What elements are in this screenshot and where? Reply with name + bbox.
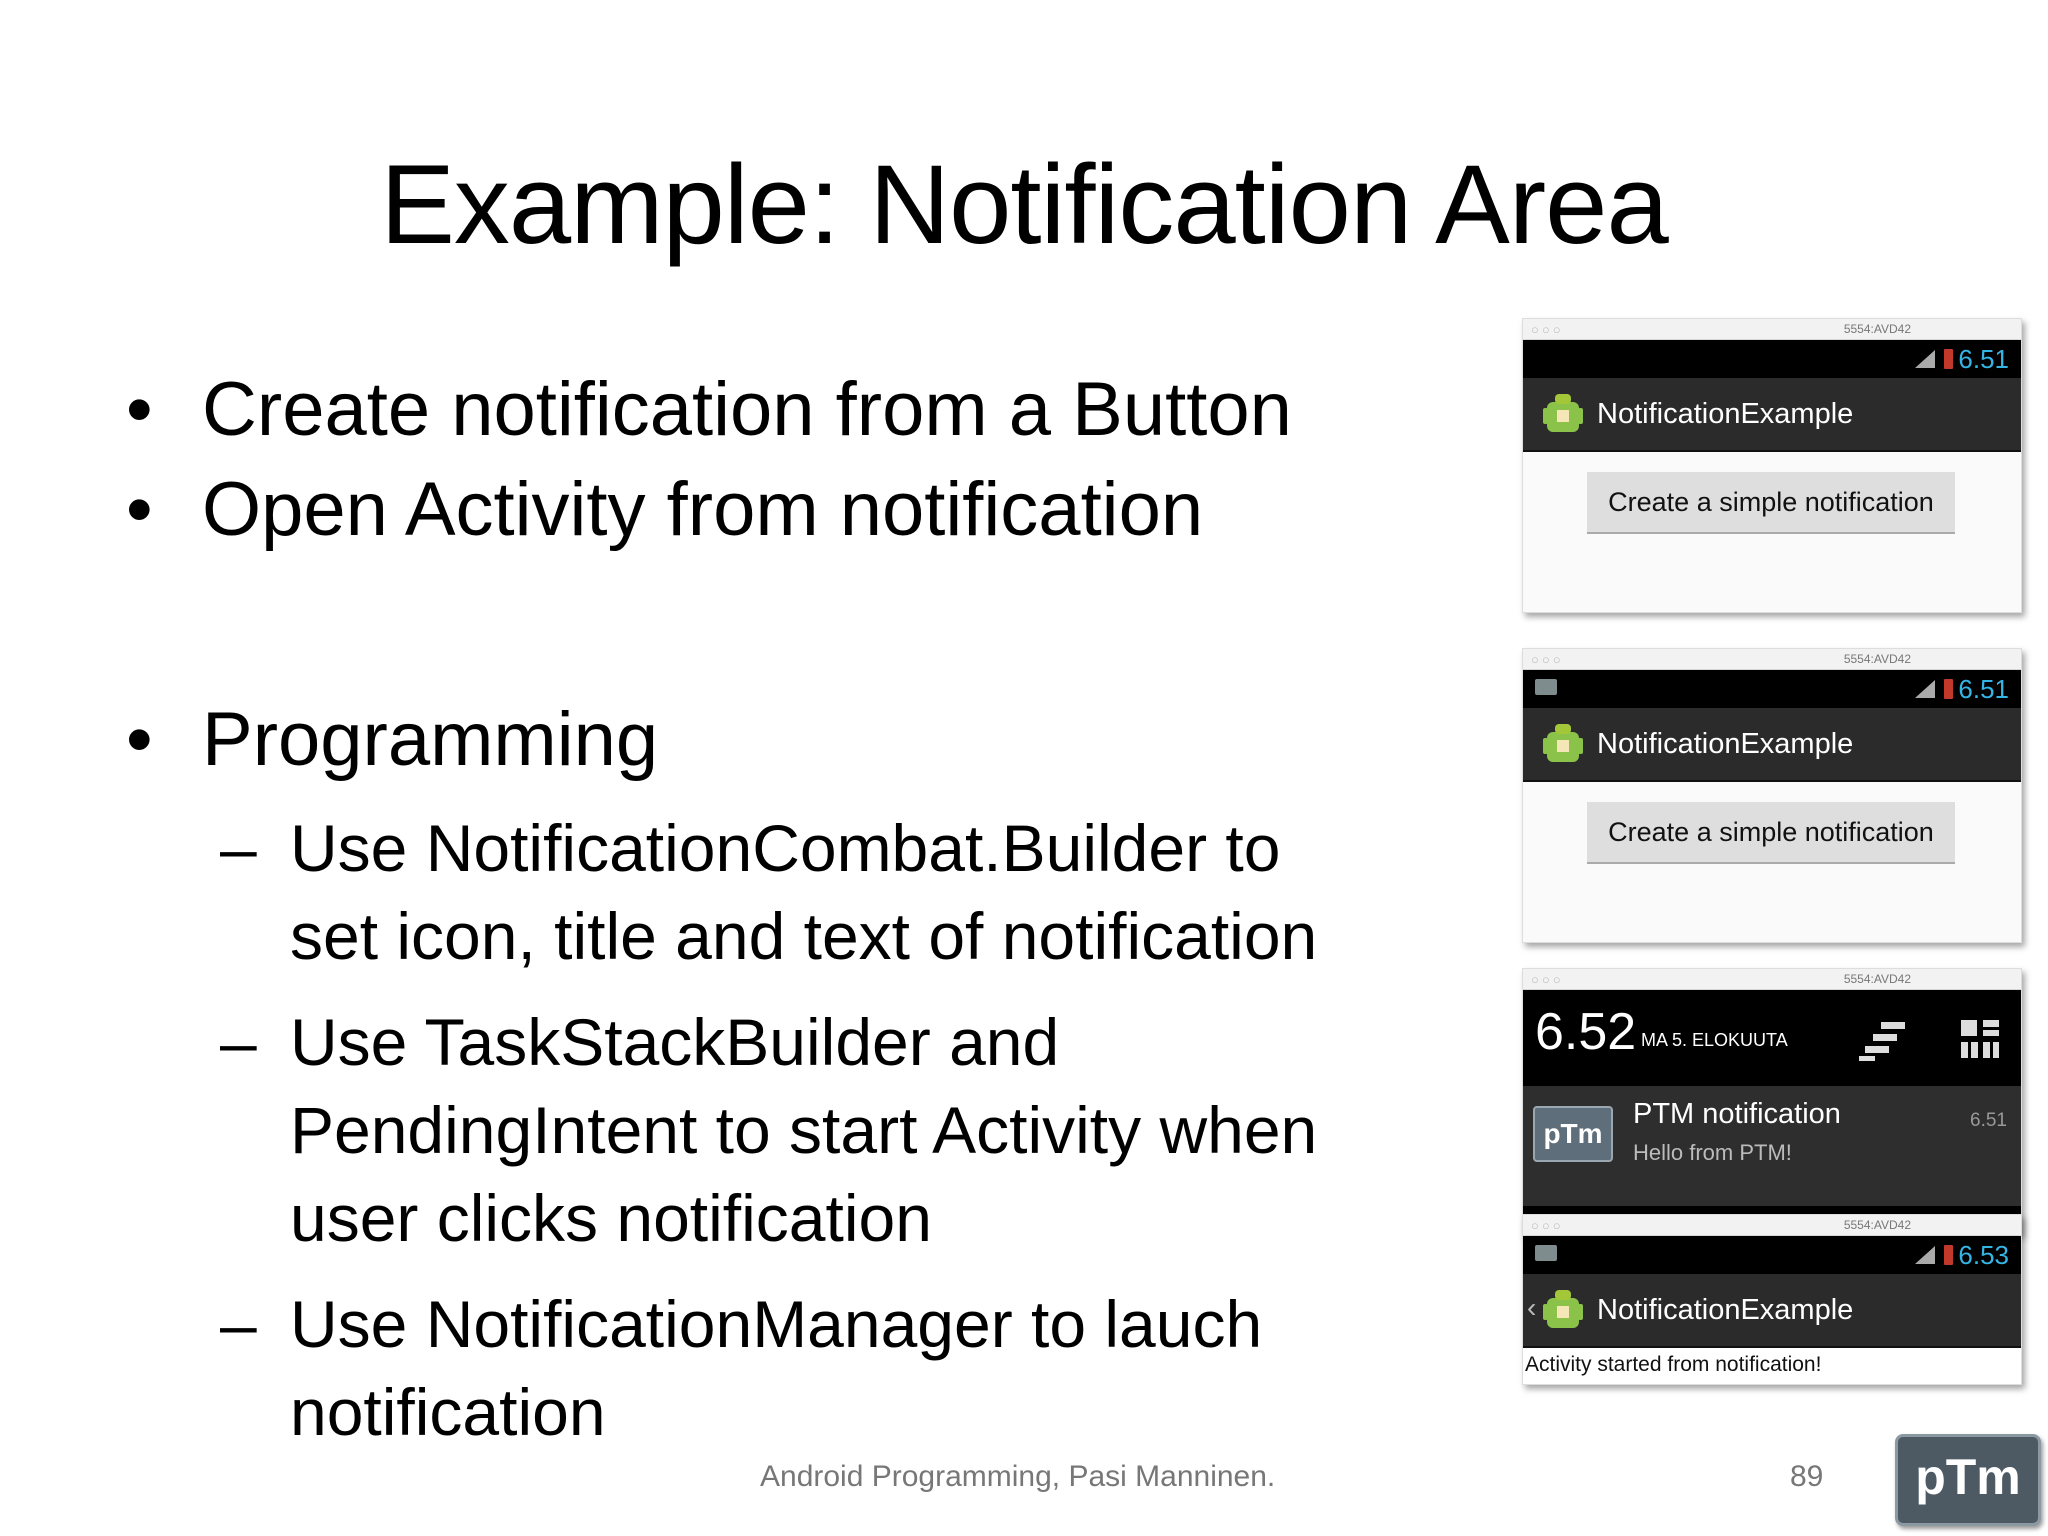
ptm-logo-icon: pTm <box>1533 1106 1613 1162</box>
bullet-dot: • <box>126 367 153 452</box>
sub-bullet-line: set icon, title and text of notification <box>290 899 1318 973</box>
activity-message: Activity started from notification! <box>1525 1353 1822 1376</box>
bullet-list <box>120 360 1450 1456</box>
window-controls: ○○○ <box>1531 972 1564 987</box>
sub-bullet-dash: – <box>220 1287 257 1361</box>
bullet-text: Create notification from a Button <box>202 367 1292 452</box>
emulator-titlebar <box>1523 649 2021 670</box>
sub-bullet-line: user clicks notification <box>290 1181 932 1255</box>
window-controls: ○○○ <box>1531 322 1564 337</box>
emulator-titlebar <box>1523 969 2021 990</box>
emulator-title: 5554:AVD42 <box>1843 972 1911 986</box>
status-clock: 6.53 <box>1958 1240 2009 1270</box>
battery-icon <box>1944 1245 1953 1265</box>
status-clock: 6.51 <box>1958 344 2009 374</box>
app-content <box>1523 452 2021 612</box>
bullet-dot: • <box>126 697 153 782</box>
emulator-screenshot-1 <box>1522 318 2022 613</box>
notification-text: Hello from PTM! <box>1633 1140 1792 1165</box>
status-bar <box>1523 1236 2021 1274</box>
emulator-screenshot-4 <box>1522 1214 2022 1385</box>
signal-icon <box>1913 1246 1935 1264</box>
action-bar <box>1523 708 2021 782</box>
shade-date: MA 5. ELOKUUTA <box>1641 1030 1788 1050</box>
sub-bullet-item <box>120 998 1450 1262</box>
notification-shade <box>1523 990 2021 1234</box>
sub-bullet-line: Use NotificationManager to lauch <box>290 1287 1263 1361</box>
footer-text: Android Programming, Pasi Manninen. <box>760 1460 1276 1493</box>
create-notification-button[interactable]: Create a simple notification <box>1587 802 1955 864</box>
ptm-notification-icon <box>1535 1245 1557 1261</box>
shade-clock: 6.52 <box>1535 1003 1637 1061</box>
app-title: NotificationExample <box>1597 1294 1854 1326</box>
signal-icon <box>1913 350 1935 368</box>
app-title: NotificationExample <box>1597 728 1854 760</box>
emulator-titlebar <box>1523 319 2021 340</box>
window-controls: ○○○ <box>1531 652 1564 667</box>
emulator-title: 5554:AVD42 <box>1843 322 1911 336</box>
bullet-text: Open Activity from notification <box>202 467 1204 552</box>
signal-icon <box>1913 680 1935 698</box>
quick-settings-icon[interactable] <box>1959 1018 2001 1060</box>
notification-time: 6.51 <box>1970 1110 2007 1131</box>
emulator-title: 5554:AVD42 <box>1843 652 1911 666</box>
battery-icon <box>1944 349 1953 369</box>
clear-all-icon[interactable] <box>1859 1018 1909 1062</box>
action-bar <box>1523 378 2021 452</box>
notification-item[interactable] <box>1523 1086 2021 1206</box>
sub-bullet-line: notification <box>290 1375 606 1449</box>
android-app-icon <box>1541 720 1585 768</box>
sub-bullet-dash: – <box>220 1005 257 1079</box>
sub-bullet-item <box>120 1280 1450 1456</box>
back-chevron-icon[interactable]: ‹ <box>1527 1292 1537 1323</box>
app-content <box>1523 782 2021 942</box>
sub-bullet-line: PendingIntent to start Activity when <box>290 1093 1318 1167</box>
emulator-screenshot-3 <box>1522 968 2022 1235</box>
sub-bullet-item <box>120 804 1450 980</box>
emulator-screenshot-2 <box>1522 648 2022 943</box>
page-number: 89 <box>1790 1460 1824 1493</box>
battery-icon <box>1944 679 1953 699</box>
notification-title: PTM notification <box>1633 1098 1841 1130</box>
status-bar <box>1523 670 2021 708</box>
status-bar <box>1523 340 2021 378</box>
bullet-text: Programming <box>202 697 659 782</box>
emulator-titlebar <box>1523 1215 2021 1236</box>
status-clock: 6.51 <box>1958 674 2009 704</box>
ptm-notification-icon <box>1535 679 1557 695</box>
sub-bullet-line: Use TaskStackBuilder and <box>290 1005 1060 1079</box>
bullet-item <box>120 690 1450 790</box>
shade-header <box>1523 990 2021 1086</box>
emulator-title: 5554:AVD42 <box>1843 1218 1911 1232</box>
sub-bullet-dash: – <box>220 811 257 885</box>
app-title: NotificationExample <box>1597 398 1854 430</box>
sub-bullet-line: Use NotificationCombat.Builder to <box>290 811 1281 885</box>
window-controls: ○○○ <box>1531 1218 1564 1233</box>
bullet-item <box>120 460 1450 560</box>
android-app-icon <box>1541 390 1585 438</box>
create-notification-button[interactable]: Create a simple notification <box>1587 472 1955 534</box>
bullet-item <box>120 360 1450 460</box>
action-bar <box>1523 1274 2021 1348</box>
android-app-icon <box>1541 1286 1585 1334</box>
slide-title: Example: Notification Area <box>380 142 1668 267</box>
bullet-dot: • <box>126 467 153 552</box>
ptm-logo: pTm <box>1895 1434 2041 1526</box>
